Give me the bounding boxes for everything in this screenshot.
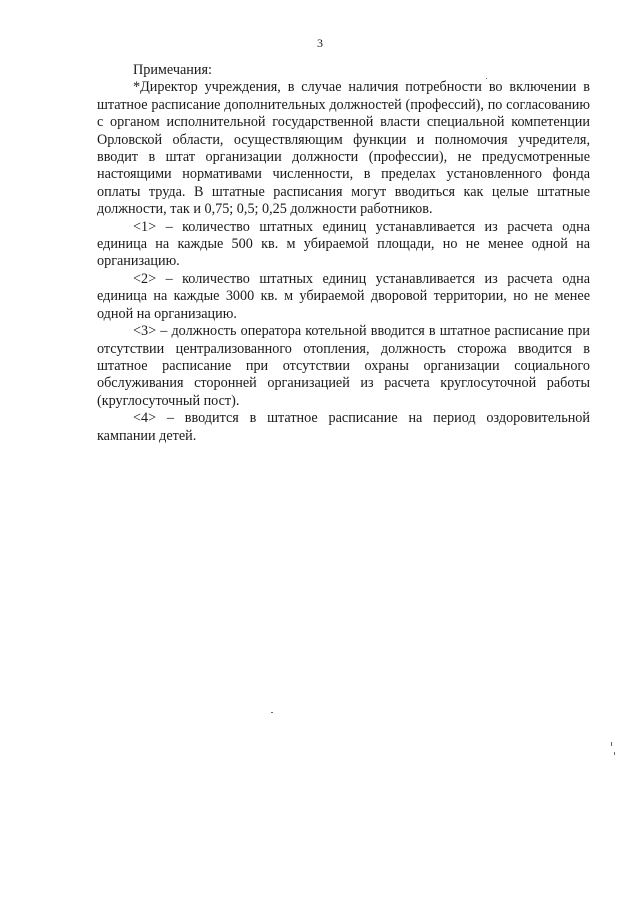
note-paragraph-main: *Директор учреждения, в случае наличия потребности во включении в штатное расписание дополнительных должностей (профессий), по согласованию с органом исполнительной государственной власти специальной компетенции Орловской области, осуществляющим функции и полномочия учредителя, вводит в штат организации должности (профессии), не предусмотренные настоящими нормативами численности, в пределах установленного фонда оплаты труда. В штатные расписания могут вводиться как целые штатные должности, так и 0,75; 0,5; 0,25 должности работников. [97, 79, 590, 218]
note-paragraph-2: <2> – количество штатных единиц устанавливается из расчета одна единица на каждые 3000 кв. м убираемой дворовой территории, но не менее одной на организацию. [97, 270, 590, 322]
note-paragraph-3: <3> – должность оператора котельной вводится в штатное расписание при отсутствии централизованного отопления, должность сторожа вводится в штатное расписание при отсутствии охраны организации социального обслуживания сторонней организацией из расчета круглосуточной работы (круглосуточный пост). [97, 323, 590, 409]
scan-speck [614, 752, 615, 755]
notes-heading: Примечания: [133, 62, 212, 78]
scan-speck [611, 742, 612, 746]
note-paragraph-1: <1> – количество штатных единиц устанавливается из расчета одна единица на каждые 500 кв. м убираемой площади, но не менее одной на организацию. [97, 218, 590, 270]
note-paragraph-4: <4> – вводится в штатное расписание на период оздоровительной кампании детей. [97, 410, 590, 444]
page-number: 3 [317, 36, 323, 50]
scan-speck [271, 712, 273, 713]
notes-section [97, 62, 590, 445]
scan-speck [486, 78, 487, 79]
